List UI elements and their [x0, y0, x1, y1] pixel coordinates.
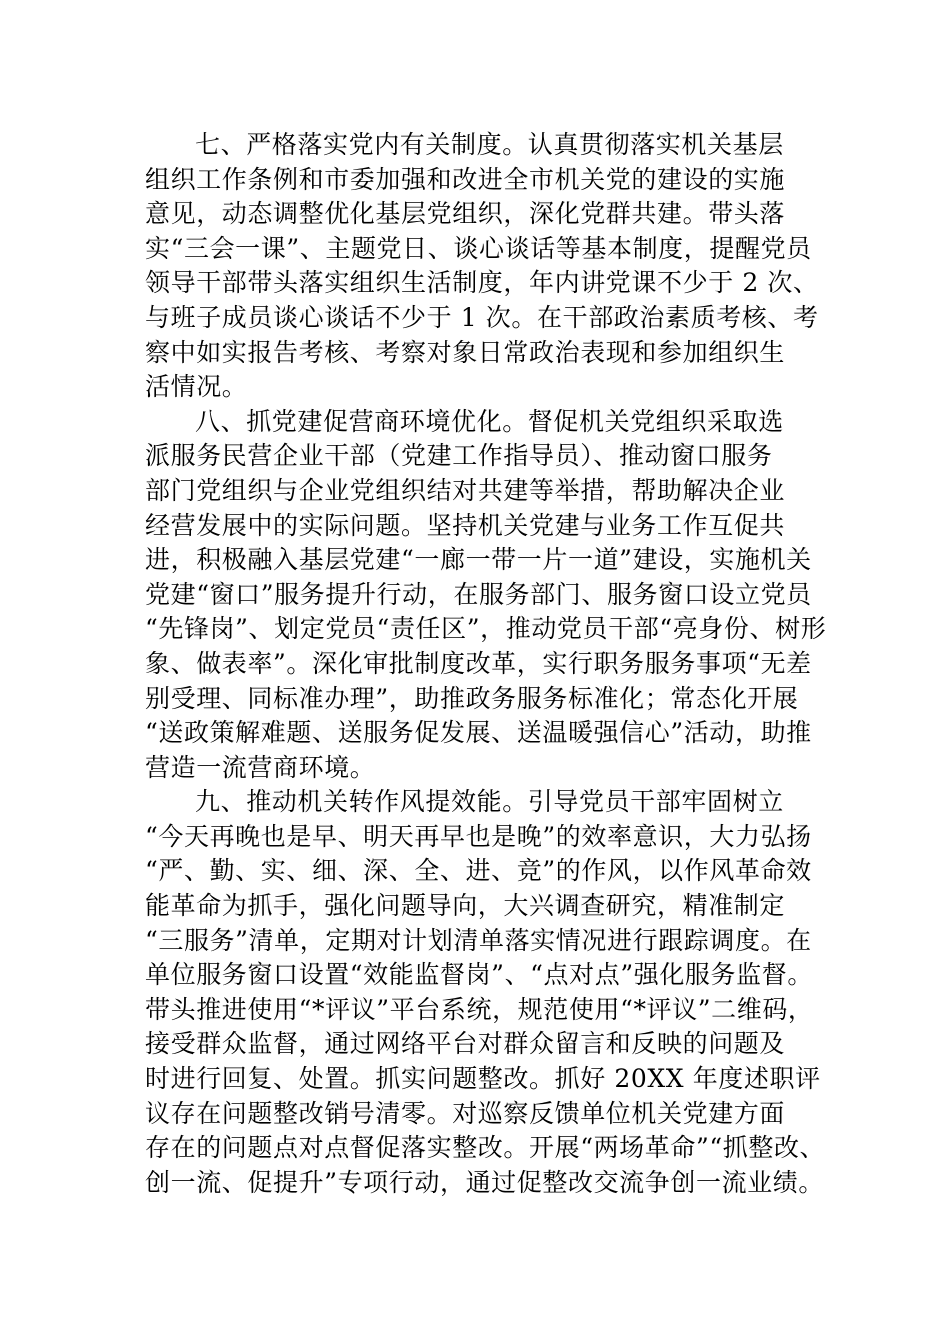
text-line: 七、严格落实党内有关制度。认真贯彻落实机关基层: [195, 130, 784, 159]
text-line: 与班子成员谈心谈话不少于 1 次。在干部政治素质考核、考: [145, 302, 819, 332]
text-line: 九、推动机关转作风提效能。引导党员干部牢固树立: [195, 787, 784, 817]
text-line: 派服务民营企业干部（党建工作指导员）、推动窗口服务: [145, 441, 773, 471]
text-line: “送政策解难题、送服务促发展、送温暖强信心”活动，助推: [145, 718, 812, 748]
document-page: [145, 128, 827, 1200]
text-line: 察中如实报告考核、考察对象日常政治表现和参加组织生: [145, 337, 786, 367]
text-line: 意见，动态调整优化基层党组织，深化党群共建。带头落: [145, 199, 786, 229]
text-line: 八、抓党建促营商环境优化。督促机关党组织采取选: [195, 406, 784, 436]
text-line: “三服务”清单，定期对计划清单落实情况进行跟踪调度。在: [145, 925, 812, 955]
text-line: 存在的问题点对点督促落实整改。开展“两场革命”“抓整改、: [145, 1133, 826, 1163]
text-line: 单位服务窗口设置“效能监督岗”、“点对点”强化服务监督。: [145, 960, 813, 990]
text-line: 议存在问题整改销号清零。对巡察反馈单位机关党建方面: [145, 1098, 786, 1128]
text-line: 经营发展中的实际问题。坚持机关党建与业务工作互促共: [145, 510, 786, 540]
text-line: 带头推进使用“*评议”平台系统，规范使用“*评议”二维码，: [145, 994, 814, 1024]
text-line: 能革命为抓手，强化问题导向，大兴调查研究，精准制定: [145, 891, 786, 921]
text-line: 活情况。: [145, 372, 248, 402]
text-line: “今天再晚也是早、明天再早也是晚”的效率意识，大力弘扬: [145, 821, 812, 851]
text-line: 别受理、同标准办理”，助推政务服务标准化；常态化开展: [145, 683, 799, 713]
text-line: 接受群众监督，通过网络平台对群众留言和反映的问题及: [145, 1029, 786, 1059]
paragraph-eight: [145, 405, 827, 786]
text-line: 营造一流营商环境。: [145, 752, 376, 782]
text-line: “严、勤、实、细、深、全、进、竞”的作风，以作风革命效: [145, 856, 812, 886]
text-line: 象、做表率”。深化审批制度改革，实行职务服务事项“无差: [145, 648, 812, 678]
text-line: 党建“窗口”服务提升行动，在服务部门、服务窗口设立党员: [145, 579, 812, 609]
text-line: 时进行回复、处置。抓实问题整改。抓好 20XX 年度述职评: [145, 1064, 821, 1094]
text-line: 实“三会一课”、主题党日、谈心谈话等基本制度，提醒党员: [145, 233, 812, 263]
text-line: 领导干部带头落实组织生活制度，年内讲党课不少于 2 次、: [145, 268, 819, 298]
text-line: “先锋岗”、划定党员“责任区”，推动党员干部“亮身份、树形: [145, 614, 827, 644]
text-line: 进，积极融入基层党建“一廊一带一片一道”建设，实施机关: [145, 545, 812, 575]
text-line: 组织工作条例和市委加强和改进全市机关党的建设的实施: [145, 164, 786, 194]
text-line: 创一流、促提升”专项行动，通过促整改交流争创一流业绩。: [145, 1167, 824, 1197]
paragraph-nine: [145, 785, 826, 1200]
text-line: 部门党组织与企业党组织结对共建等举措，帮助解决企业: [145, 475, 786, 505]
paragraph-seven: [145, 128, 819, 405]
